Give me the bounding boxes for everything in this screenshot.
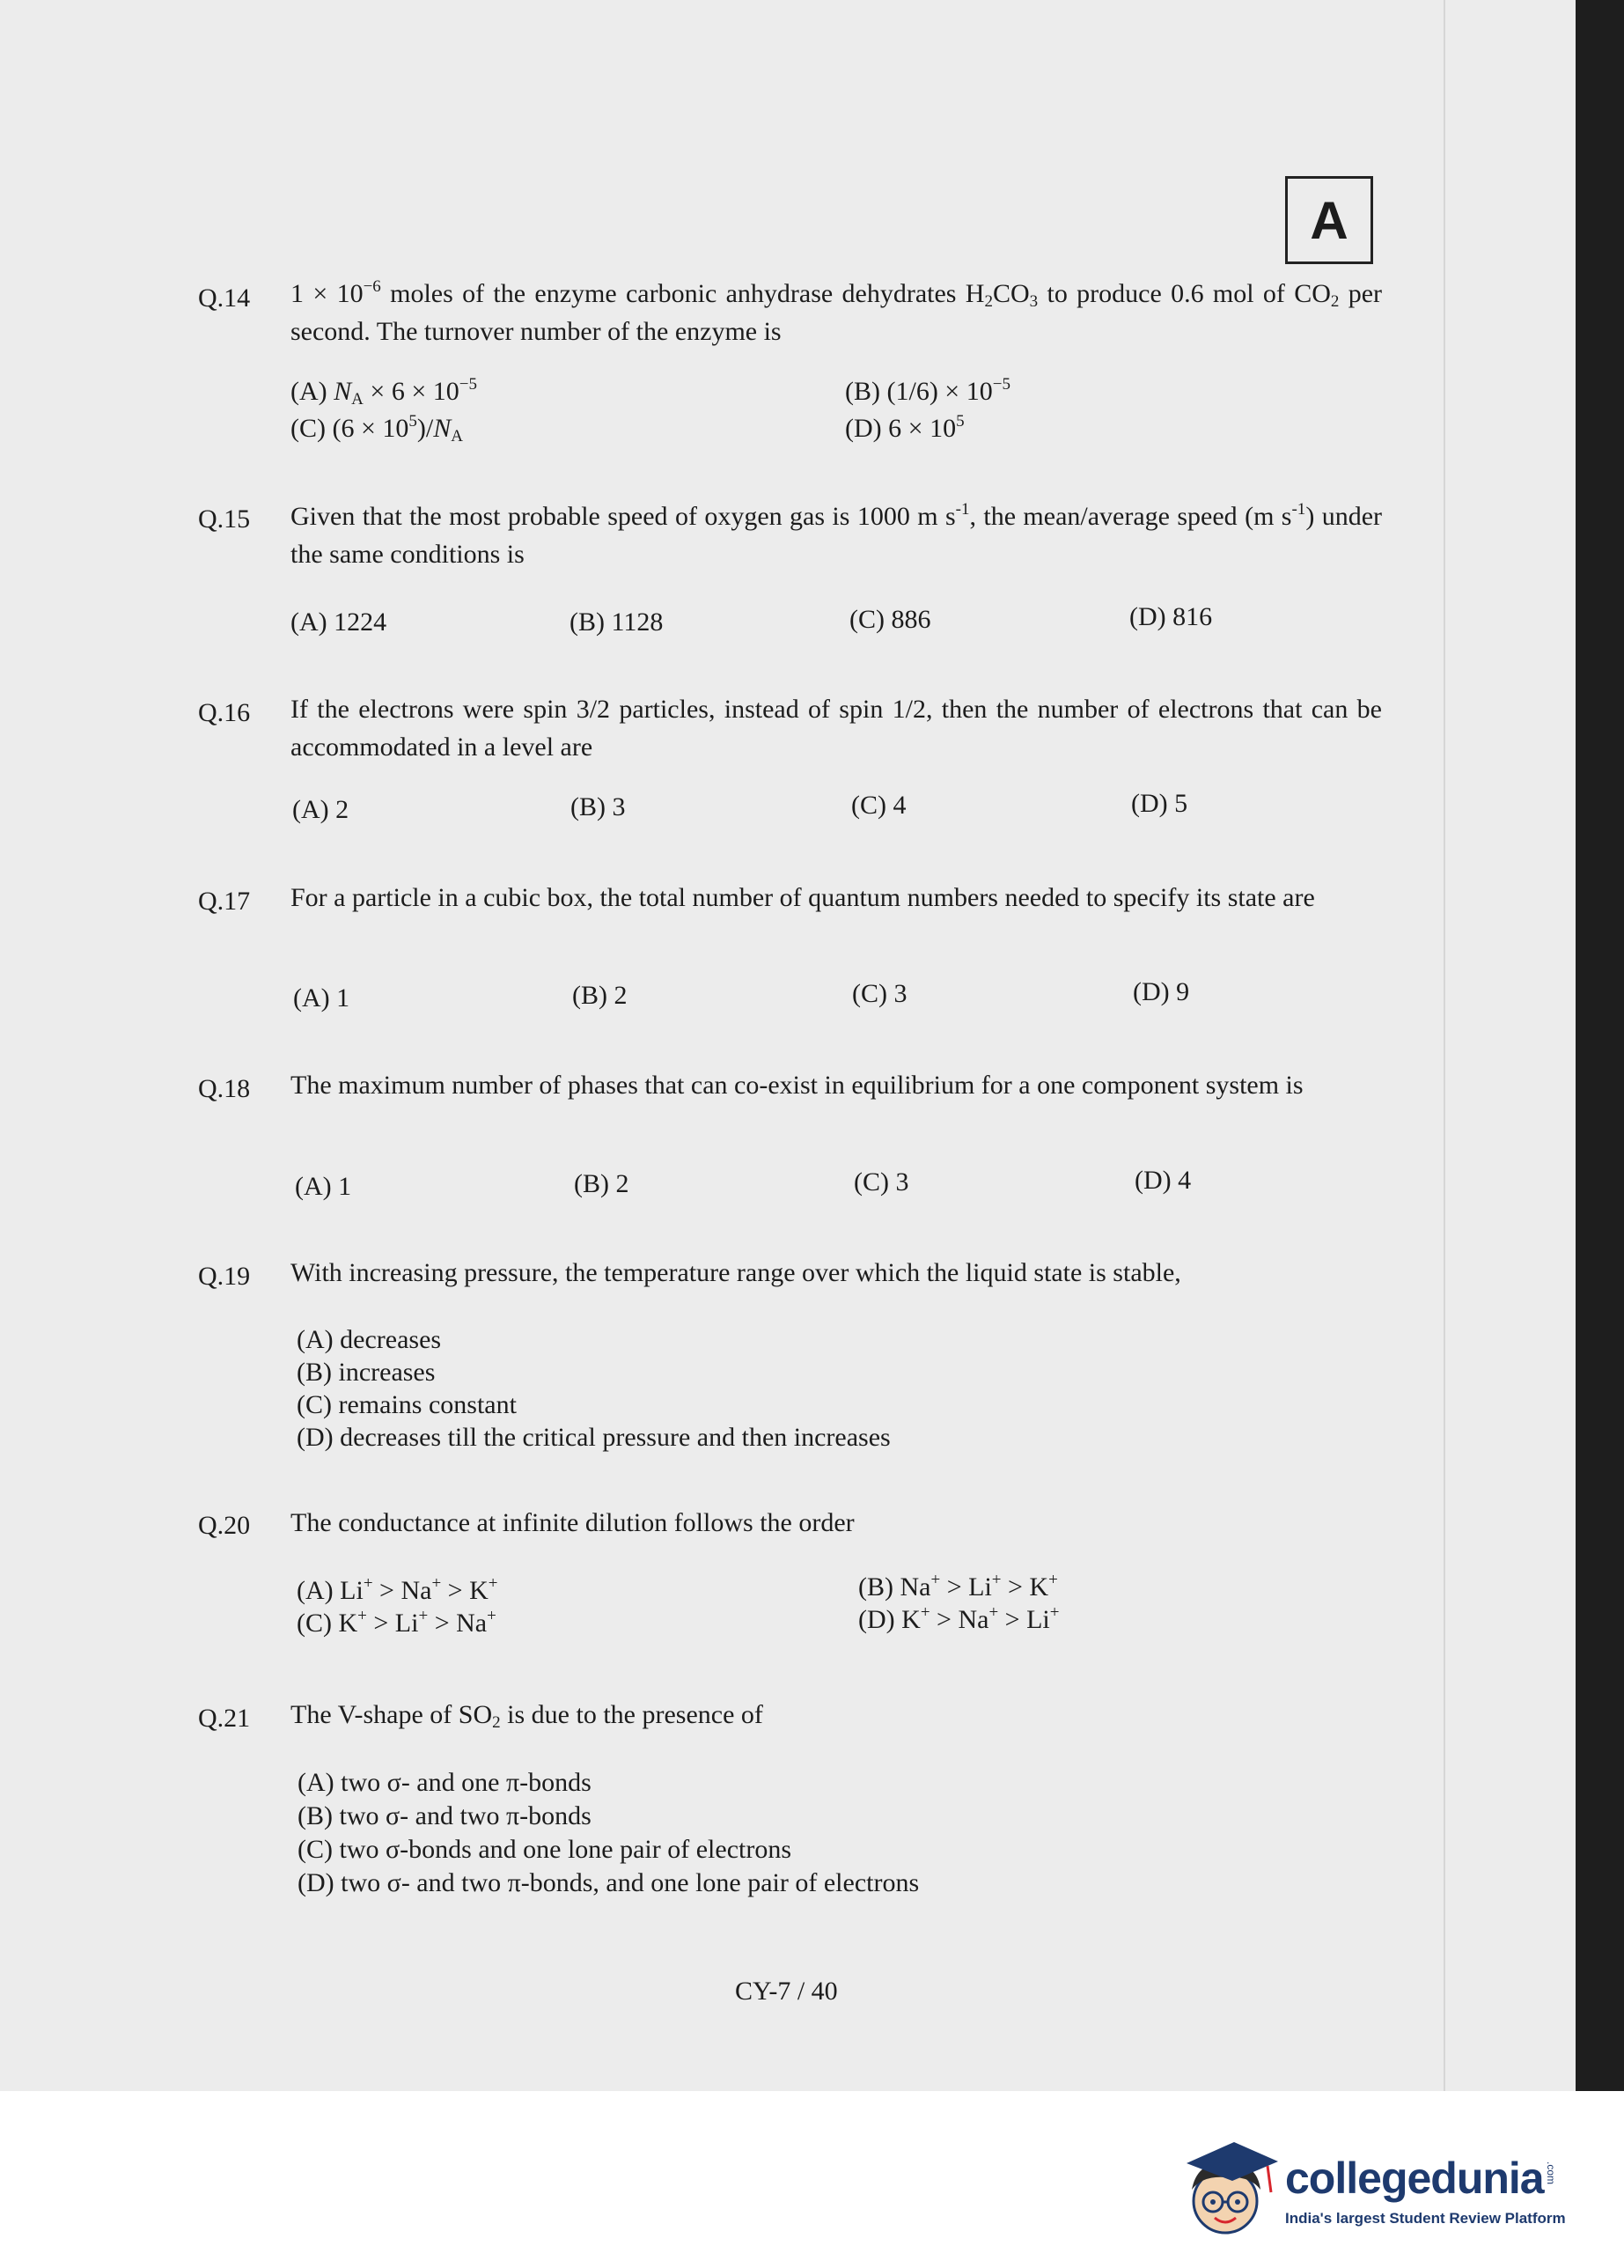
question-20-option-b: (B) Na+ > Li+ > K+ xyxy=(858,1571,1058,1602)
question-18-option-b: (B) 2 xyxy=(574,1169,629,1198)
question-18-option-d: (D) 4 xyxy=(1135,1166,1192,1195)
brand-domain-suffix: .com xyxy=(1545,2161,1557,2185)
question-19-text: With increasing pressure, the temperature range over which the liquid state is stable, xyxy=(290,1258,1181,1287)
question-17-text: For a particle in a cubic box, the total number of quantum numbers needed to specify its state are xyxy=(290,883,1315,912)
question-19-option-a: (A) decreases xyxy=(297,1325,442,1354)
question-15-option-c: (C) 886 xyxy=(849,605,931,634)
question-17-option-c: (C) 3 xyxy=(852,979,908,1008)
question-14-number: Q.14 xyxy=(198,284,251,313)
question-17-option-b: (B) 2 xyxy=(572,981,628,1010)
mascot-icon xyxy=(1179,2126,1281,2254)
question-16-option-c: (C) 4 xyxy=(851,791,907,820)
question-17-number: Q.17 xyxy=(198,887,251,916)
question-15-option-a: (A) 1224 xyxy=(290,608,387,637)
question-16-option-b: (B) 3 xyxy=(570,792,626,821)
question-21-number: Q.21 xyxy=(198,1704,251,1733)
collegedunia-logo xyxy=(1179,2126,1567,2254)
page-footer-code: CY-7 / 40 xyxy=(735,1977,838,2006)
question-14-text: $1 \times 10^{-6}$ moles of the enzyme carbonic anhydrase dehydrates $H_2CO_3$ to produce 0.6 mol of $CO_2$ per second. The turnover number of the enzyme is xyxy=(290,277,1383,346)
question-15-option-b: (B) 1128 xyxy=(570,608,664,637)
question-14-option-b: (B) $(1/6) \times 10^{-5}$ xyxy=(845,375,1010,406)
question-20-number: Q.20 xyxy=(198,1511,251,1540)
question-15-text: Given that the most probable speed of oxygen gas is 1000 m $s^{-1}$, the mean/average speed (m $s^{-1}$) under the same conditions is xyxy=(290,500,1383,569)
brand-name: collegedunia xyxy=(1285,2154,1544,2203)
question-14-option-a: (A) $N_A \times 6 \times 10^{-5}$ xyxy=(290,375,477,409)
question-16-option-d: (D) 5 xyxy=(1131,789,1188,818)
question-18-option-a: (A) 1 xyxy=(295,1172,352,1201)
question-21-option-d: (D) two σ- and two π-bonds, and one lone pair of electrons xyxy=(298,1868,920,1897)
question-19-option-d: (D) decreases till the critical pressure and then increases xyxy=(297,1423,891,1452)
scan-dark-edge xyxy=(1576,0,1624,2091)
question-16-number: Q.16 xyxy=(198,698,251,727)
page-fold-line xyxy=(1444,0,1445,2091)
question-18-number: Q.18 xyxy=(198,1074,251,1103)
question-16-option-a: (A) 2 xyxy=(292,795,349,824)
question-17-option-a: (A) 1 xyxy=(293,983,350,1012)
paper-set-label: A xyxy=(1285,176,1373,264)
question-19-option-b: (B) increases xyxy=(297,1358,436,1387)
question-20-option-c: (C) K+ > Li+ > Na+ xyxy=(297,1607,496,1638)
question-19-option-c: (C) remains constant xyxy=(297,1390,517,1419)
question-21-option-c: (C) two σ-bonds and one lone pair of electrons xyxy=(298,1835,792,1864)
question-14-option-d: (D) $6 \times 10^5$ xyxy=(845,412,965,443)
question-20-text: The conductance at infinite dilution follows the order xyxy=(290,1508,855,1537)
question-20-option-a: (A) Li+ > Na+ > K+ xyxy=(297,1574,498,1605)
question-20-option-d: (D) K+ > Na+ > Li+ xyxy=(858,1603,1060,1634)
question-21-text: The V-shape of $SO_2$ is due to the presence of xyxy=(290,1700,763,1732)
question-14-option-c: (C) $(6 \times 10^5)/N_A$ xyxy=(290,412,463,446)
question-19-number: Q.19 xyxy=(198,1262,251,1291)
question-21-option-a: (A) two σ- and one π-bonds xyxy=(298,1768,592,1797)
question-17-option-d: (D) 9 xyxy=(1133,977,1190,1006)
question-15-number: Q.15 xyxy=(198,504,251,534)
question-16-text: If the electrons were spin 3/2 particles, instead of spin 1/2, then the number of electrons that can be accommodated in a level are xyxy=(290,695,1382,762)
question-15-option-d: (D) 816 xyxy=(1129,602,1213,631)
question-18-option-c: (C) 3 xyxy=(854,1167,909,1197)
question-21-option-b: (B) two σ- and two π-bonds xyxy=(298,1801,592,1830)
brand-tagline: India's largest Student Review Platform xyxy=(1285,2210,1566,2227)
question-18-text: The maximum number of phases that can co-exist in equilibrium for a one component system is xyxy=(290,1071,1304,1100)
